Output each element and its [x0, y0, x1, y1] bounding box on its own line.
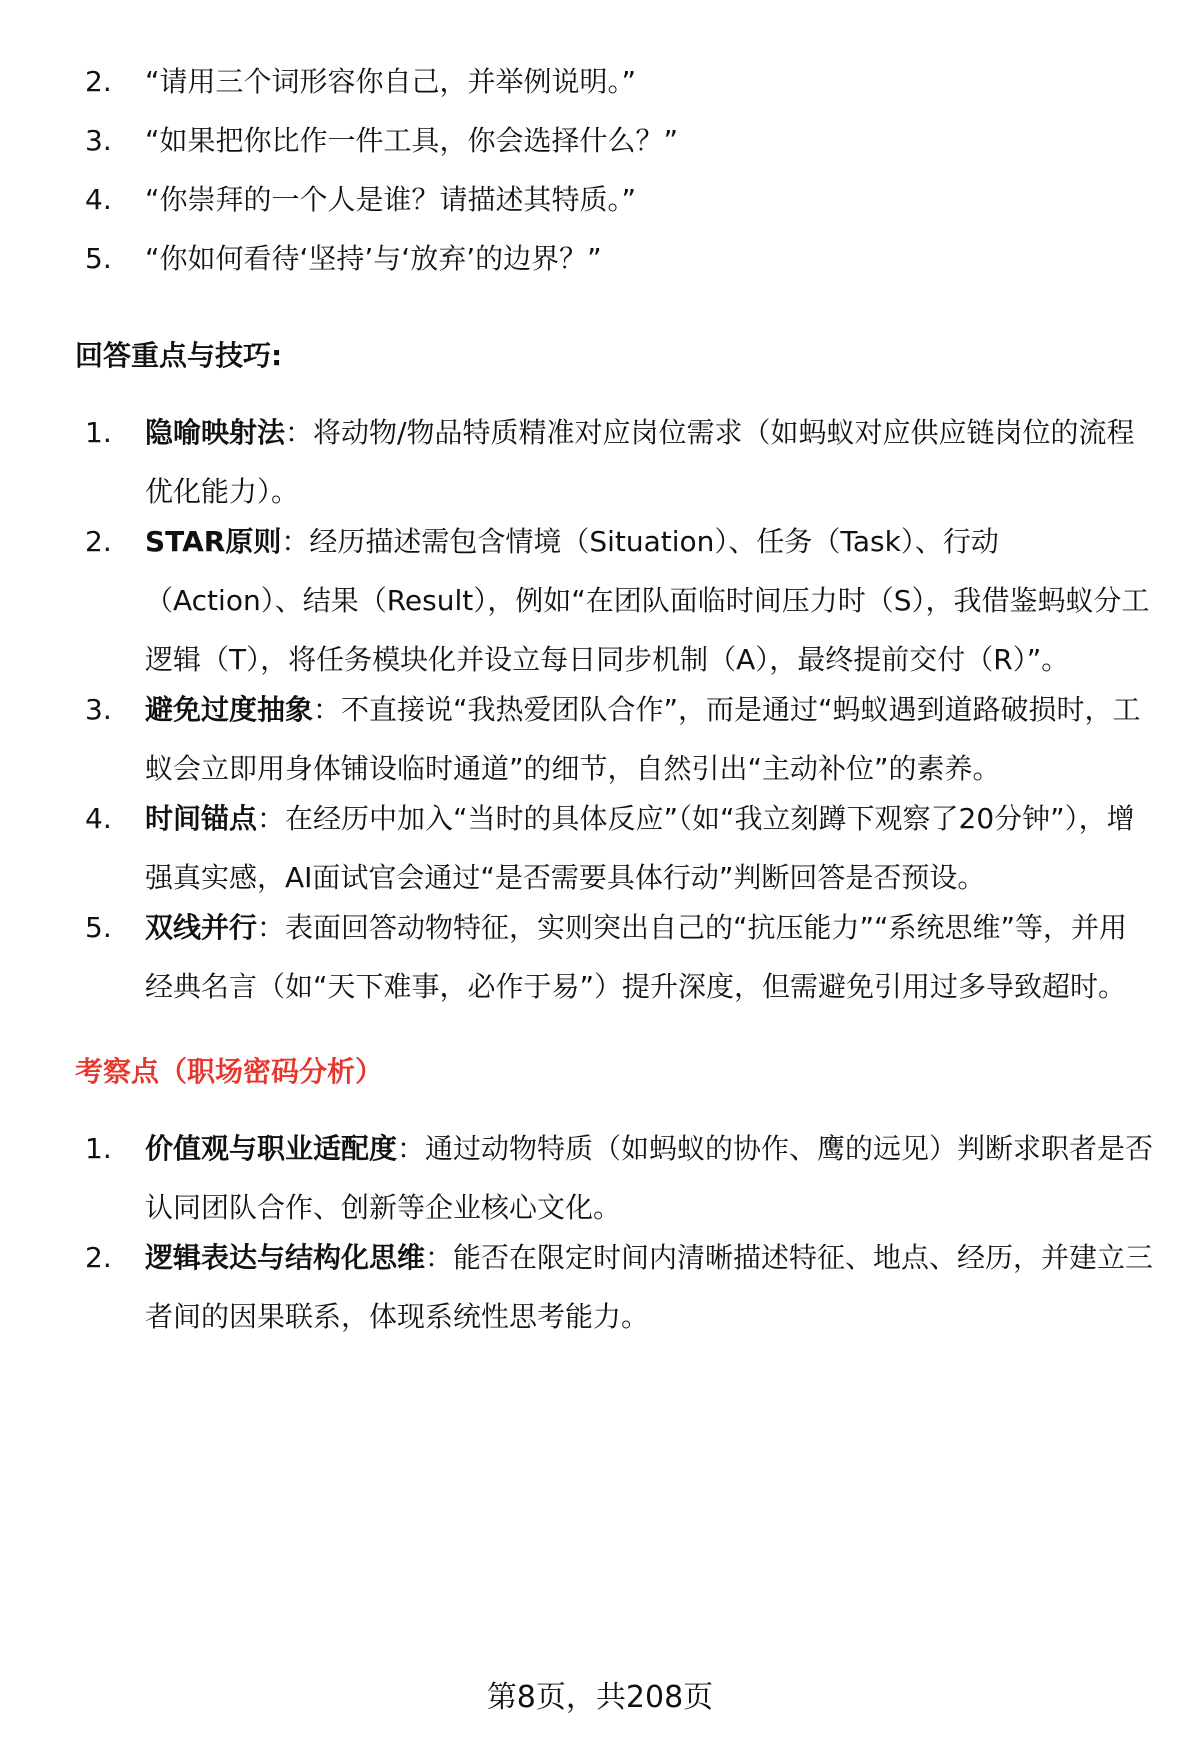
- item-number: 2.: [85, 525, 112, 558]
- item-text: ：通过动物特质（如蚂蚁的协作、鹰的远见）判断求职者是否认同团队合作、创新等企业核心文化。: [145, 1132, 1154, 1224]
- analysis-heading: 考察点（职场密码分析）: [75, 1055, 384, 1088]
- item-body: [145, 898, 1155, 1016]
- item-term: 避免过度抽象: [145, 693, 314, 726]
- list-item: [75, 412, 1155, 521]
- item-body: [145, 1228, 1155, 1346]
- list-item: [75, 907, 1155, 1016]
- item-text: “请用三个词形容你自己，并举例说明。”: [145, 65, 637, 98]
- page-footer: 第8页，共208页: [486, 1680, 714, 1715]
- question-list: [75, 62, 1155, 298]
- item-number: 4.: [85, 802, 112, 835]
- item-body: [145, 789, 1155, 907]
- item-text: ：能否在限定时间内清晰描述特征、地点、经历，并建立三者间的因果联系，体现系统性思考能力。: [145, 1241, 1154, 1333]
- item-number: 5.: [85, 242, 112, 275]
- item-body: [145, 1119, 1155, 1237]
- item-term: 价值观与职业适配度: [145, 1132, 398, 1165]
- item-body: [145, 680, 1155, 798]
- item-number: 3.: [85, 693, 112, 726]
- item-text: ：不直接说“我热爱团队合作”，而是通过“蚂蚁遇到道路破损时，工蚁会立即用身体铺设临时通道”的细节，自然引出“主动补位”的素养。: [145, 693, 1141, 785]
- list-item: [75, 1128, 1155, 1237]
- item-number: 3.: [85, 124, 112, 157]
- item-term: 时间锚点: [145, 802, 258, 835]
- item-number: 2.: [85, 1241, 112, 1274]
- list-item: [75, 689, 1155, 798]
- item-body: [145, 512, 1155, 689]
- item-number: 2.: [85, 65, 112, 98]
- list-item: [75, 239, 1155, 298]
- item-number: 1.: [85, 416, 112, 449]
- item-text: ：将动物/物品特质精准对应岗位需求（如蚂蚁对应供应链岗位的流程优化能力）。: [145, 416, 1135, 508]
- analysis-list: [75, 1128, 1155, 1346]
- document-body: [75, 62, 1155, 1346]
- tips-list: [75, 412, 1155, 1016]
- item-text: ：表面回答动物特征，实则突出自己的“抗压能力”“系统思维”等，并用经典名言（如“天下难事，必作于易”）提升深度，但需避免引用过多导致超时。: [145, 911, 1128, 1003]
- item-text: “如果把你比作一件工具，你会选择什么？”: [145, 124, 679, 157]
- list-item: [75, 180, 1155, 239]
- item-text: ：经历描述需包含情境（Situation）、任务（Task）、行动（Action）、结果（Result），例如“在团队面临时间压力时（S），我借鉴蚂蚁分工逻辑（T），将任务模块化并设立每日同步机制（A），最终提前交付（R）”。: [145, 525, 1150, 676]
- item-term: 双线并行: [145, 911, 258, 944]
- item-text: ：在经历中加入“当时的具体反应”（如“我立刻蹲下观察了20分钟”），增强真实感，AI面试官会通过“是否需要具体行动”判断回答是否预设。: [145, 802, 1135, 894]
- item-text: “你如何看待‘坚持’与‘放弃’的边界？”: [145, 242, 602, 275]
- item-text: “你崇拜的一个人是谁？请描述其特质。”: [145, 183, 637, 216]
- item-number: 1.: [85, 1132, 112, 1165]
- item-term: 隐喻映射法: [145, 416, 286, 449]
- list-item: [75, 798, 1155, 907]
- item-number: 4.: [85, 183, 112, 216]
- tips-heading: 回答重点与技巧:: [75, 339, 283, 372]
- item-number: 5.: [85, 911, 112, 944]
- list-item: [75, 62, 1155, 121]
- list-item: [75, 121, 1155, 180]
- item-term: 逻辑表达与结构化思维: [145, 1241, 426, 1274]
- item-term: STAR原则: [145, 525, 282, 558]
- list-item: [75, 1237, 1155, 1346]
- list-item: [75, 521, 1155, 689]
- item-body: [145, 403, 1155, 521]
